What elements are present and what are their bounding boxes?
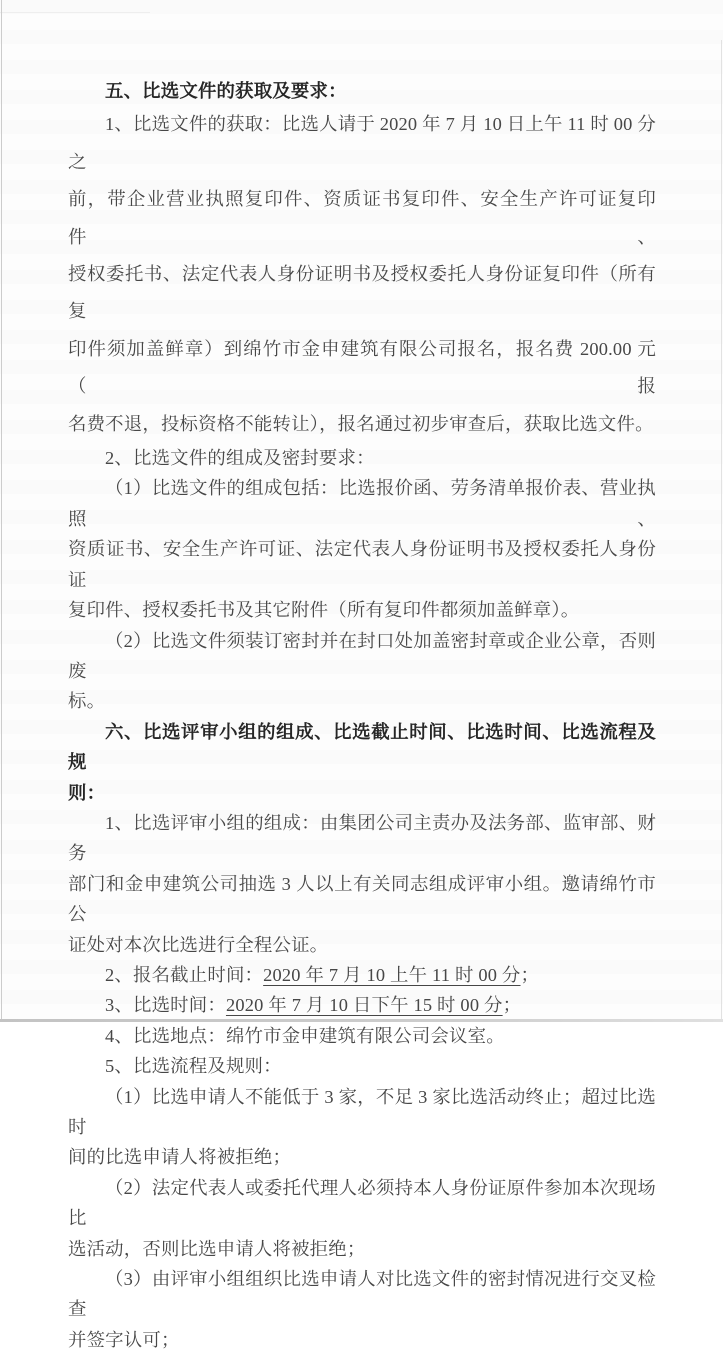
text-segment: 部门和金申建筑公司抽选 3 人以上有关同志组成评审小组。邀请绵竹市公 [68,873,656,925]
text-line [68,1234,656,1264]
text-segment: 则： [68,782,106,803]
text-segment: （3）由评审小组组织比选申请人对比选文件的密封情况进行交叉检查 [68,1269,656,1320]
text-segment: 复印件、授权委托书及其它附件（所有复印件都须加盖鲜章）。 [68,600,580,621]
section-5-heading [68,76,656,106]
text-line [68,76,656,106]
text-segment: 标。 [68,691,106,712]
text-line [68,534,656,595]
text-line [68,778,656,808]
text-segment: 资质证书、安全生产许可证、法定代表人身份证明书及授权委托人身份证 [68,539,656,590]
text-line [68,256,656,331]
para-review-panel [68,808,656,960]
text-line [68,960,656,990]
text-segment: （2）法定代表人或委托代理人必须持本人身份证原件参加本次现场比 [68,1177,656,1229]
underlined-datetime: 2020 年 7 月 10 上午 11 时 00 分 [263,964,521,985]
text-line [68,1173,656,1234]
item-registration-deadline [68,960,656,990]
text-segment: 5、比选流程及规则： [105,1056,282,1077]
rule-1-minimum-applicants [68,1082,656,1173]
text-line [68,1082,656,1143]
text-segment: 1、比选文件的获取：比选人请于 2020 年 7 月 10 日上午 11 时 00 分之 [68,114,656,172]
text-line [68,626,656,687]
rule-3-cross-check [68,1264,656,1355]
underlined-datetime: 2020 年 7 月 10 日下午 15 时 00 分 [225,995,503,1016]
rule-2-id-required [68,1173,656,1264]
text-segment: 选活动，否则比选申请人将被拒绝； [68,1238,366,1259]
text-line [68,1325,656,1355]
text-segment: 前，带企业营业执照复印件、资质证书复印件、安全生产许可证复印件、 [68,189,656,247]
text-line [68,1142,656,1172]
text-line [68,869,656,930]
para-sealing-requirement [68,626,656,717]
item-process-rules-heading [68,1051,656,1081]
text-line [68,106,656,181]
text-line [68,443,656,473]
text-segment: 2、报名截止时间： [105,964,264,985]
text-segment: ； [502,995,522,1016]
text-segment: 并签字认可； [68,1329,180,1350]
para-composition-heading [68,443,656,473]
text-segment: 六、比选评审小组的组成、比选截止时间、比选时间、比选流程及规 [68,721,656,773]
text-line [68,930,656,960]
text-segment: 名费不退，投标资格不能转让），报名通过初步审查后，获取比选文件。 [68,413,654,434]
text-line [68,1021,656,1051]
text-segment: 2、比选文件的组成及密封要求： [105,448,375,469]
text-segment: ； [520,964,540,985]
text-segment: （1）比选申请人不能低于 3 家，不足 3 家比选活动终止；超过比选时 [68,1086,656,1137]
section-6-heading [68,717,656,808]
text-line [68,1051,656,1081]
text-segment: 授权委托书、法定代表人身份证明书及授权委托人身份证复印件（所有复 [68,264,656,322]
scan-edge-left [1,0,2,1022]
document-content [68,76,656,1355]
text-segment: 3、比选时间： [105,995,226,1016]
text-line [68,406,656,443]
para-composition-list [68,473,656,625]
text-segment: 印件须加盖鲜章）到绵竹市金申建筑有限公司报名，报名费 200.00 元（报 [68,338,656,397]
text-line [68,331,656,406]
item-selection-venue [68,1021,656,1051]
item-selection-time [68,990,656,1020]
text-line [68,595,656,625]
text-line [68,1264,656,1325]
text-segment: （2）比选文件须装订密封并在封口处加盖密封章或企业公章，否则废 [68,630,656,681]
scan-artifact-top [0,12,150,13]
text-line [68,473,656,534]
text-segment: 五、比选文件的获取及要求： [105,81,347,101]
text-line [68,686,656,716]
scan-edge-right [721,40,722,1022]
para-document-acquisition [68,106,656,443]
text-line [68,808,656,869]
text-segment: 证处对本次比选进行全程公证。 [68,934,329,955]
text-line [68,717,656,778]
text-segment: 1、比选评审小组的组成：由集团公司主责办及法务部、监审部、财务 [68,812,656,864]
text-segment: 间的比选申请人将被拒绝； [68,1147,292,1168]
text-segment: 4、比选地点：绵竹市金申建筑有限公司会议室。 [105,1025,505,1046]
text-line [68,181,656,256]
text-segment: （1）比选文件的组成包括：比选报价函、劳务清单报价表、营业执照、 [68,478,656,529]
text-line [68,990,656,1020]
